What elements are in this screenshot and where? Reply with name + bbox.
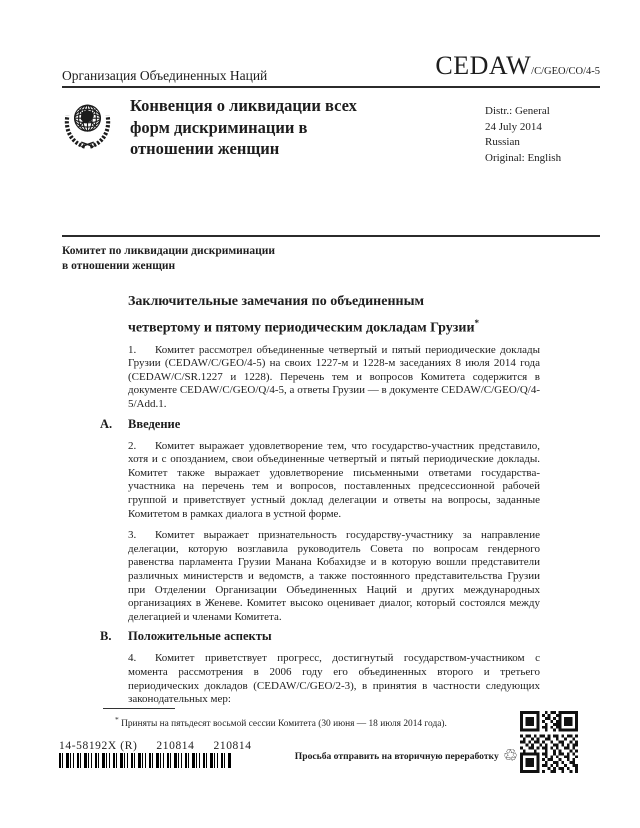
document-symbol xyxy=(435,51,600,84)
paragraph-number: 2. xyxy=(128,439,137,452)
committee-line: в отношении женщин xyxy=(62,260,176,272)
convention-title-line: отношении женщин xyxy=(130,139,280,158)
convention-title-line: форм дискриминации в xyxy=(130,117,308,137)
section-title: Положительные аспекты xyxy=(128,629,272,644)
masthead-top-row xyxy=(62,51,600,88)
section-divider-rule xyxy=(62,235,600,237)
symbol-main: CEDAW xyxy=(435,51,532,80)
date-code: 210814 xyxy=(213,740,252,752)
qr-code xyxy=(520,711,578,773)
paragraph-3 xyxy=(128,529,540,624)
date-code: 210814 xyxy=(156,740,195,752)
document-body xyxy=(100,292,540,707)
footnote-separator xyxy=(103,708,175,709)
paragraph-1 xyxy=(128,344,540,412)
document-title-line: четвертому и пятому периодическим докладам Грузии* xyxy=(128,317,480,336)
section-heading-a xyxy=(100,417,540,432)
document-title-line: Заключительные замечания по объединенным xyxy=(128,294,425,309)
org-name: Организация Объединенных Наций xyxy=(62,68,268,83)
footnote-text: * Приняты на пятьдесят восьмой сессии Комитета (30 июня — 18 июля 2014 года). xyxy=(115,715,447,730)
convention-title-line: Конвенция о ликвидации всех xyxy=(130,96,357,115)
distr-line: Original: English xyxy=(485,151,562,164)
footnote xyxy=(103,708,533,730)
paragraph-text: Комитет выражает удовлетворение тем, что государство-участник представило, хотя и с опозданием, свои объединенные четвертый и пятый периодические доклады. Комитет также выражает удовлетворение письменными ответами государства-участника на перечень тем и вопросов, поставленных предсессионной рабочей группой и приветствует устный доклад делегации и ответы на вопросы, заданные Комитетом в рамках диалога в устной форме. xyxy=(128,439,540,520)
recycle-text: Просьба отправить на вторичную переработку xyxy=(294,751,499,762)
paragraph-number: 1. xyxy=(128,343,137,356)
job-number-line xyxy=(59,740,271,752)
section-letter: A. xyxy=(100,416,113,431)
barcode xyxy=(59,753,232,768)
paragraph-number: 4. xyxy=(128,652,137,665)
committee-name xyxy=(62,244,600,274)
masthead xyxy=(0,0,640,166)
document-title xyxy=(128,292,540,339)
un-emblem-icon xyxy=(59,95,116,152)
symbol-suffix: /C/GEO/CO/4-5 xyxy=(531,66,600,77)
committee-line: Комитет по ликвидации дискриминации xyxy=(62,245,276,257)
title-footnote-marker: * xyxy=(474,317,480,328)
distr-line: 24 July 2014 xyxy=(485,120,542,133)
section-title: Введение xyxy=(128,416,181,431)
paragraph-2 xyxy=(128,440,540,522)
distr-line: Russian xyxy=(485,136,520,148)
paragraph-text: Комитет выражает признательность государству-участнику за направление делегации, которую возглавила руководитель Совета по вопросам гендерного равенства парламента Грузии Манана Кобахидзе и в которую вошли представители различных министерств и ведомств, а также постоянного представительства Грузии при Отделении Организации Объединенных Наций и других международных организациях в Женеве. Комитет высоко оценивает диалог, который состоялся между делегацией и членами Комитета. xyxy=(128,529,540,623)
recycle-icon: ♲ xyxy=(502,746,518,766)
job-number: 14-58192X (R) xyxy=(59,740,138,752)
distr-line: Distr.: General xyxy=(485,105,550,117)
section-heading-b xyxy=(100,629,540,644)
masthead-second-row xyxy=(62,88,600,166)
recycle-notice xyxy=(295,748,518,765)
paragraph-number: 3. xyxy=(128,529,137,542)
distribution-block xyxy=(485,95,600,166)
paragraph-text: Комитет рассмотрел объединенные четвертый и пятый периодические доклады Грузии (CEDAW/C/GEO/4-5) на своих 1227-м и 1228-м заседаниях 8 июля 2014 года (CEDAW/C/SR.1227 и 1228). Перечень тем и вопросов Комитета содержится в документе CEDAW/C/GEO/Q/4-5, а ответы Грузии — в документе CEDAW/C/GEO/Q/4-5/Add.1. xyxy=(128,343,540,411)
convention-title xyxy=(130,95,425,166)
footnote-marker: * xyxy=(115,715,119,724)
paragraph-4 xyxy=(128,652,540,706)
section-letter: B. xyxy=(100,629,112,644)
paragraph-text: Комитет приветствует прогресс, достигнутый государством-участником с момента рассмотрения в 2006 году его объединенных второго и третьего периодических докладов (CEDAW/C/GEO/2-3), в принятия в частности следующих законодательных мер: xyxy=(128,652,540,706)
